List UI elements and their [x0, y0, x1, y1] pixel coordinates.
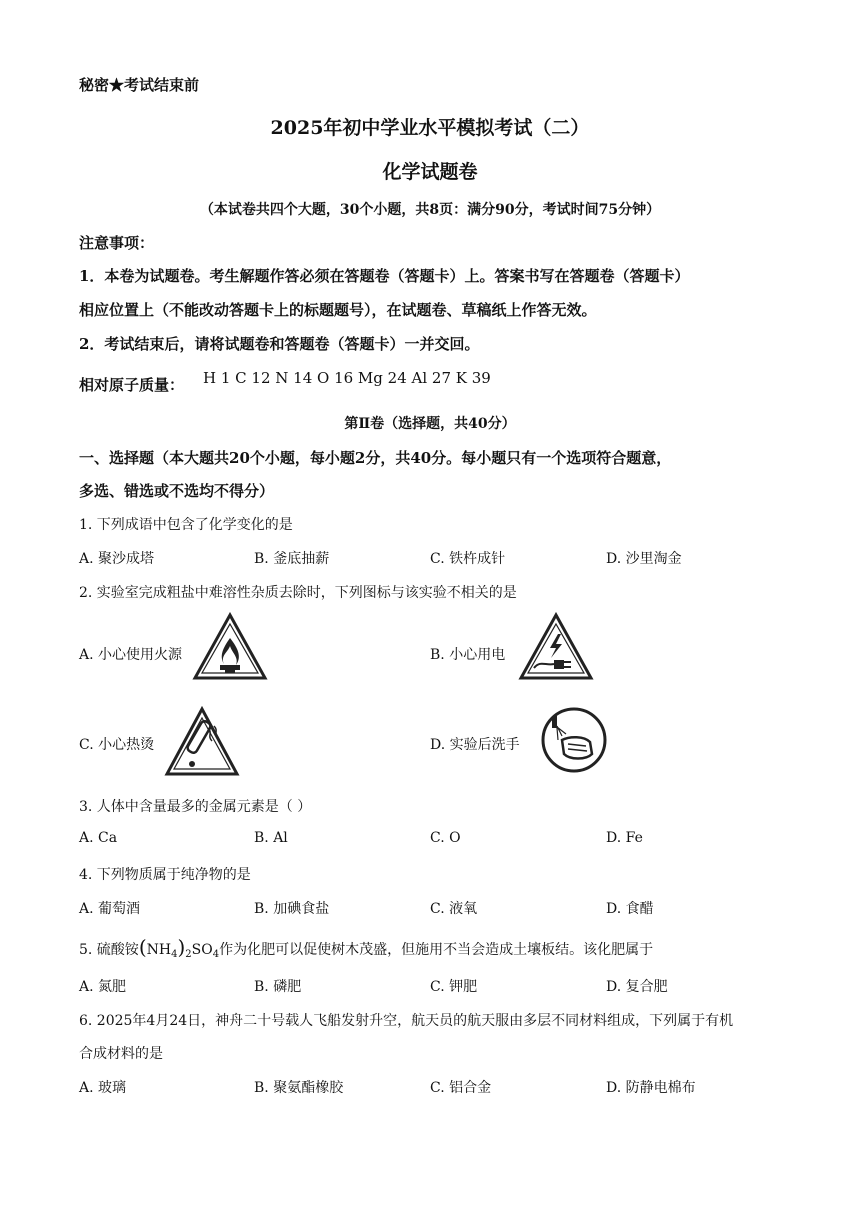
- question-1-option-a: A. 聚沙成塔: [79, 551, 155, 567]
- question-6-stem-line-2: 合成材料的是: [79, 1046, 163, 1062]
- electric-hazard-icon: [518, 612, 594, 682]
- question-3-option-d: D. Fe: [606, 830, 643, 846]
- question-5-option-a: A. 氮肥: [79, 979, 127, 995]
- question-1-stem: 1. 下列成语中包含了化学变化的是: [79, 517, 293, 533]
- atomic-mass-label: 相对原子质量：: [79, 376, 185, 394]
- secret-label: 秘密★考试结束前: [79, 76, 200, 94]
- question-3-option-b: B. Al: [254, 830, 288, 846]
- question-2-option-c: C. 小心热烫: [79, 737, 155, 753]
- section-heading-line-1: 一、选择题（本大题共20个小题，每小题2分，共40分。每小题只有一个选项符合题意，: [79, 449, 672, 467]
- section-heading-line-2: 多选、错选或不选均不得分）: [79, 482, 275, 500]
- question-4-option-d: D. 食醋: [606, 901, 654, 917]
- atomic-mass-values: H 1 C 12 N 14 O 16 Mg 24 Al 27 K 39: [203, 369, 491, 387]
- question-5-option-c: C. 钾肥: [430, 979, 478, 995]
- note-1-line-1: 1．本卷为试题卷。考生解题作答必须在答题卷（答题卡）上。答案书写在答题卷（答题卡）: [79, 267, 690, 285]
- note-1-line-2: 相应位置上（不能改动答题卡上的标题题号），在试题卷、草稿纸上作答无效。: [79, 301, 597, 319]
- question-4-option-a: A. 葡萄酒: [79, 901, 141, 917]
- question-1-option-b: B. 釜底抽薪: [254, 551, 330, 567]
- question-5-option-d: D. 复合肥: [606, 979, 668, 995]
- question-1-option-c: C. 铁杵成针: [430, 551, 506, 567]
- question-2-option-a: A. 小心使用火源: [79, 647, 183, 663]
- wash-hands-icon: [540, 706, 608, 774]
- question-4-stem: 4. 下列物质属于纯净物的是: [79, 867, 251, 883]
- hot-surface-icon: [164, 706, 240, 778]
- question-6-option-a: A. 玻璃: [79, 1080, 127, 1096]
- question-2-stem: 2. 实验室完成粗盐中难溶性杂质去除时，下列图标与该实验不相关的是: [79, 585, 517, 601]
- exam-subtitle: 化学试题卷: [382, 161, 478, 183]
- question-3-option-c: C. O: [430, 830, 461, 846]
- question-6-stem-line-1: 6. 2025年4月24日，神舟二十号载人飞船发射升空，航天员的航天服由多层不同材料组成，下列属于有机: [79, 1013, 734, 1029]
- notes-heading: 注意事项：: [79, 234, 155, 252]
- ammonium-sulfate-formula: $(NH_4)_2SO_4$: [138, 935, 220, 960]
- section-title: 第Ⅱ卷（选择题，共40分）: [344, 416, 516, 432]
- question-5-stem: 5. 硫酸铵$(NH_4)_2SO_4$作为化肥可以促使树木茂盛，但施用不当会造成土壤板结。该化肥属于: [79, 935, 654, 960]
- question-6-option-d: D. 防静电棉布: [606, 1080, 696, 1096]
- note-2: 2．考试结束后，请将试题卷和答题卷（答题卡）一并交回。: [79, 335, 480, 353]
- question-5-option-b: B. 磷肥: [254, 979, 302, 995]
- fire-hazard-icon: [192, 612, 268, 682]
- question-2-option-d: D. 实验后洗手: [430, 737, 520, 753]
- question-1-option-d: D. 沙里淘金: [606, 551, 682, 567]
- question-6-option-b: B. 聚氨酯橡胶: [254, 1080, 344, 1096]
- exam-title: 2025年初中学业水平模拟考试（二）: [270, 117, 590, 139]
- question-2-option-b: B. 小心用电: [430, 647, 506, 663]
- question-3-stem: 3. 人体中含量最多的金属元素是（ ）: [79, 799, 312, 815]
- exam-info: （本试卷共四个大题，30个小题，共8页：满分90分，考试时间75分钟）: [199, 202, 661, 218]
- question-3-option-a: A. Ca: [79, 830, 118, 846]
- question-4-option-b: B. 加碘食盐: [254, 901, 330, 917]
- question-4-option-c: C. 液氧: [430, 901, 478, 917]
- question-6-option-c: C. 铝合金: [430, 1080, 492, 1096]
